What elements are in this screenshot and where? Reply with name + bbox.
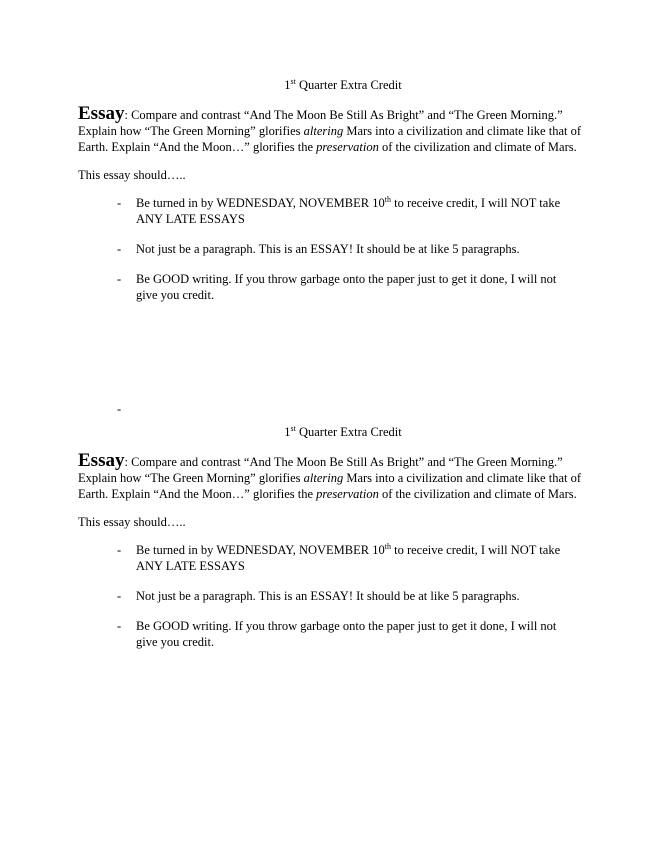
requirements-list	[78, 195, 588, 303]
title-ordinal-suffix: st	[290, 76, 296, 86]
prompt-text-1: Compare and contrast “And The Moon Be Still As Bright” and “The Green Morning.” Explain how “The Green Morning” glorifies	[78, 455, 563, 485]
requirement-text: to receive credit, I will NOT take ANY LATE ESSAYS	[136, 196, 561, 226]
requirement-text: Be turned in by WEDNESDAY, NOVEMBER 10	[136, 196, 385, 210]
list-item	[78, 241, 588, 257]
ordinal-suffix: th	[384, 194, 391, 204]
title-text: Quarter Extra Credit	[295, 78, 402, 92]
essay-lead: This essay should…..	[78, 168, 186, 182]
essay-label: Essay	[78, 103, 125, 124]
dash-bullet: -	[117, 589, 122, 603]
prompt-emphasis-altering: altering	[303, 124, 344, 138]
list-item	[78, 618, 588, 650]
title-ordinal: 1	[284, 425, 291, 439]
essay-prompt	[78, 450, 588, 502]
prompt-text-3: of the civilization and climate of Mars.	[378, 487, 577, 501]
list-item	[78, 542, 588, 574]
handout-first	[78, 77, 588, 317]
essay-label: Essay	[78, 450, 125, 471]
list-item	[78, 195, 588, 227]
prompt-emphasis-preservation: preservation	[316, 487, 379, 501]
requirement-text: Be GOOD writing. If you throw garbage onto the paper just to get it done, I will not give you credit.	[136, 272, 557, 302]
dash-bullet: -	[117, 196, 122, 210]
dash-bullet: -	[117, 619, 122, 633]
essay-colon: :	[124, 455, 128, 469]
prompt-text-1: Compare and contrast “And The Moon Be Still As Bright” and “The Green Morning.” Explain how “The Green Morning” glorifies	[78, 108, 563, 138]
requirement-text: to receive credit, I will NOT take ANY LATE ESSAYS	[136, 543, 561, 573]
prompt-text-2: Mars into a civilization and climate like that of Earth. Explain “And the Moon…” glorifies the	[78, 471, 582, 501]
page-title	[78, 77, 588, 93]
requirement-text: Not just be a paragraph. This is an ESSAY! It should be at like 5 paragraphs.	[136, 589, 520, 603]
requirement-text: Be turned in by WEDNESDAY, NOVEMBER 10	[136, 543, 385, 557]
dash-bullet: -	[117, 543, 122, 557]
essay-prompt	[78, 103, 588, 155]
essay-lead: This essay should…..	[78, 515, 186, 529]
requirement-text: Be GOOD writing. If you throw garbage onto the paper just to get it done, I will not give you credit.	[136, 619, 557, 649]
requirements-list	[78, 542, 588, 650]
stray-dash: -	[117, 402, 122, 416]
prompt-text-2: Mars into a civilization and climate like that of Earth. Explain “And the Moon…” glorifies the	[78, 124, 582, 154]
prompt-emphasis-altering: altering	[303, 471, 344, 485]
ordinal-suffix: th	[384, 541, 391, 551]
dash-bullet: -	[117, 272, 122, 286]
dash-bullet: -	[117, 242, 122, 256]
title-ordinal: 1	[284, 78, 291, 92]
prompt-text-3: of the civilization and climate of Mars.	[378, 140, 577, 154]
list-item	[78, 588, 588, 604]
requirement-text: Not just be a paragraph. This is an ESSAY! It should be at like 5 paragraphs.	[136, 242, 520, 256]
page-title	[78, 424, 588, 440]
list-item	[78, 271, 588, 303]
prompt-emphasis-preservation: preservation	[316, 140, 379, 154]
title-ordinal-suffix: st	[290, 423, 296, 433]
essay-colon: :	[124, 108, 128, 122]
title-text: Quarter Extra Credit	[295, 425, 402, 439]
handout-second	[78, 424, 588, 664]
